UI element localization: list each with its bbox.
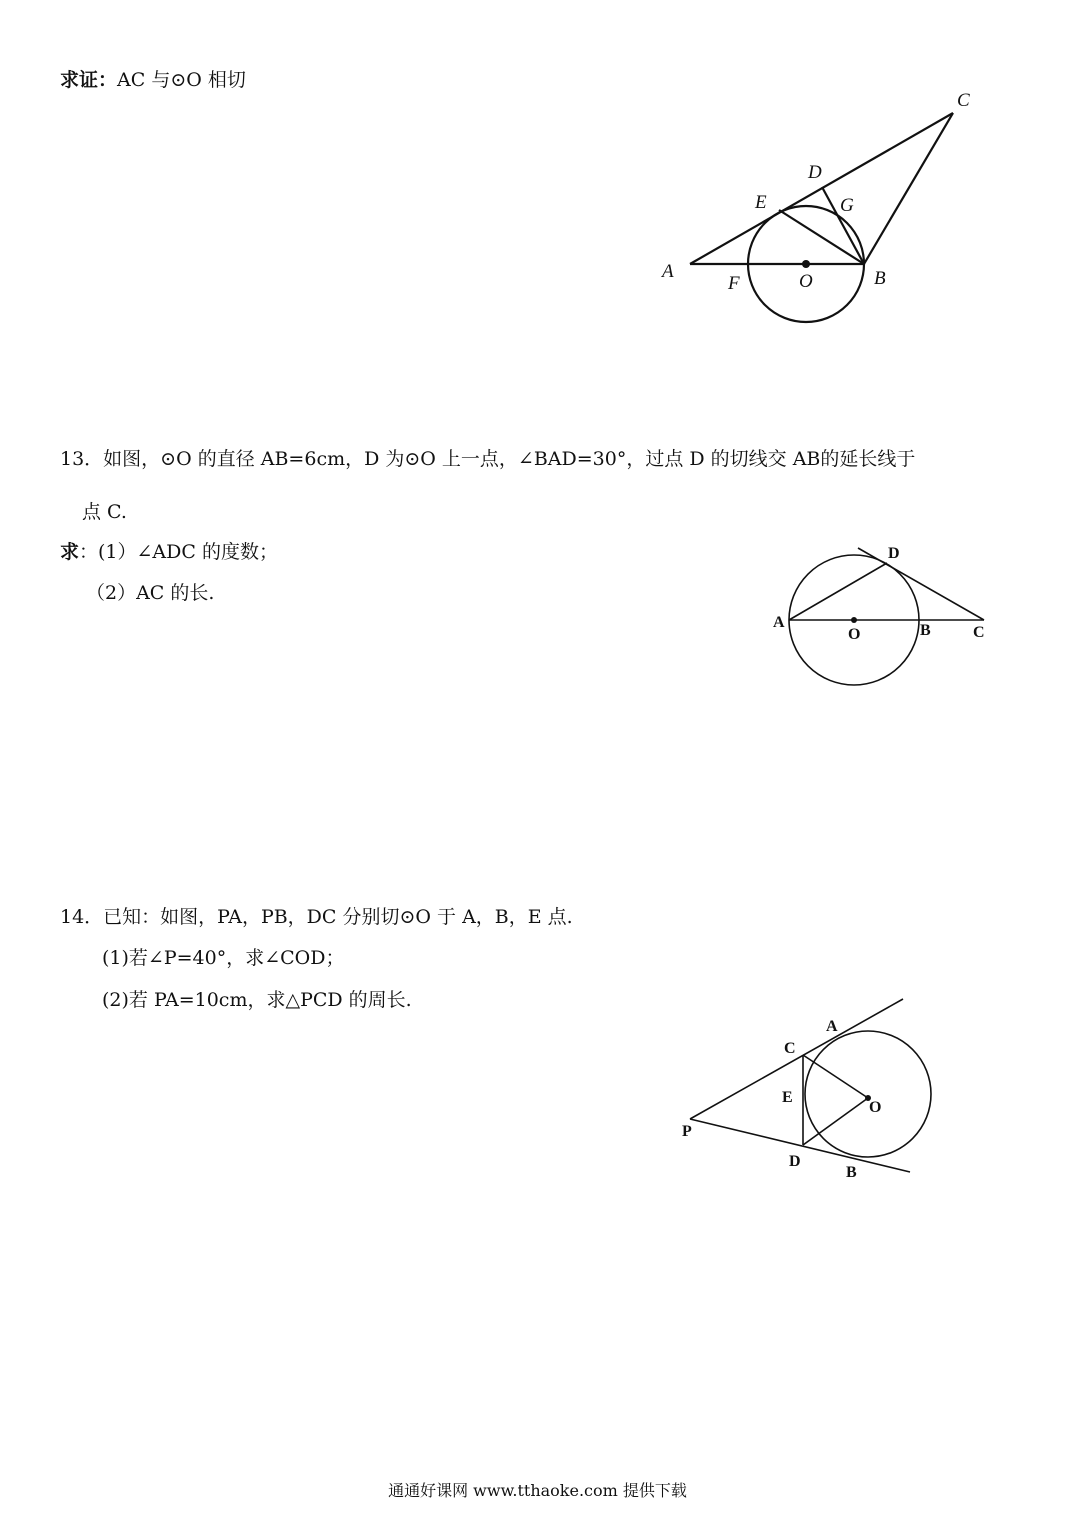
q12-prove-statement — [60, 67, 246, 93]
q13-center-dot — [851, 617, 857, 623]
q12-label-a: A — [662, 261, 674, 282]
q13-label-a: A — [773, 614, 785, 631]
q13-line-ad — [789, 563, 887, 620]
q14-part2: (2)若 PA=10cm，求△PCD 的周长. — [102, 989, 412, 1011]
q13-label-b: B — [920, 622, 931, 639]
q12-label-c: C — [957, 90, 970, 111]
q13-stem-line2: 点 C. — [82, 501, 127, 523]
q14-circle-o — [805, 1031, 931, 1157]
q13-label-c: C — [973, 624, 985, 641]
q12-prove-prefix: 求证： — [60, 69, 118, 91]
q14-label-c: C — [784, 1040, 796, 1057]
q12-label-b: B — [874, 268, 886, 289]
q12-line-bc — [864, 113, 953, 264]
q14-label-p: P — [682, 1123, 692, 1140]
q12-label-d: D — [808, 162, 822, 183]
q14-line-co — [803, 1055, 868, 1098]
q14-label-e: E — [782, 1089, 793, 1106]
q13-label-d: D — [888, 545, 900, 562]
q14-label-o: O — [869, 1099, 882, 1116]
q14-label-a: A — [826, 1018, 838, 1035]
page-footer: 通通好课网 www.tthaoke.com 提供下载 — [388, 1481, 687, 1500]
q13-part1 — [60, 539, 278, 565]
q14-label-b: B — [846, 1164, 857, 1181]
q12-line-ac — [690, 113, 953, 264]
q12-figure — [640, 80, 1000, 340]
q14-stem: 14．已知：如图，PA，PB，DC 分别切⊙O 于 A，B，E 点. — [60, 906, 573, 928]
q14-line-do — [803, 1098, 868, 1145]
q14-label-d: D — [789, 1153, 801, 1170]
q12-center-dot — [802, 260, 810, 268]
q14-part1: (1)若∠P=40°，求∠COD； — [102, 947, 345, 969]
q13-part1-text: ：(1）∠ADC 的度数； — [79, 541, 278, 563]
q13-stem-line1: 13．如图，⊙O 的直径 AB=6cm，D 为⊙O 上一点，∠BAD=30°，过点 D 的切线交 AB的延长线于 — [60, 448, 916, 470]
q12-line-eb — [779, 210, 864, 264]
q12-label-o: O — [799, 271, 813, 292]
q13-figure — [760, 535, 1010, 695]
q13-ask-prefix: 求 — [60, 541, 80, 563]
q13-label-o: O — [848, 626, 861, 643]
q12-label-g: G — [840, 195, 854, 216]
q12-label-e: E — [755, 192, 767, 213]
q13-part2: （2）AC 的长. — [86, 582, 215, 604]
q12-label-f: F — [728, 273, 740, 294]
q12-prove-text: AC 与⊙O 相切 — [117, 69, 246, 91]
q14-figure — [670, 990, 930, 1190]
q13-tangent-dc — [858, 548, 984, 620]
